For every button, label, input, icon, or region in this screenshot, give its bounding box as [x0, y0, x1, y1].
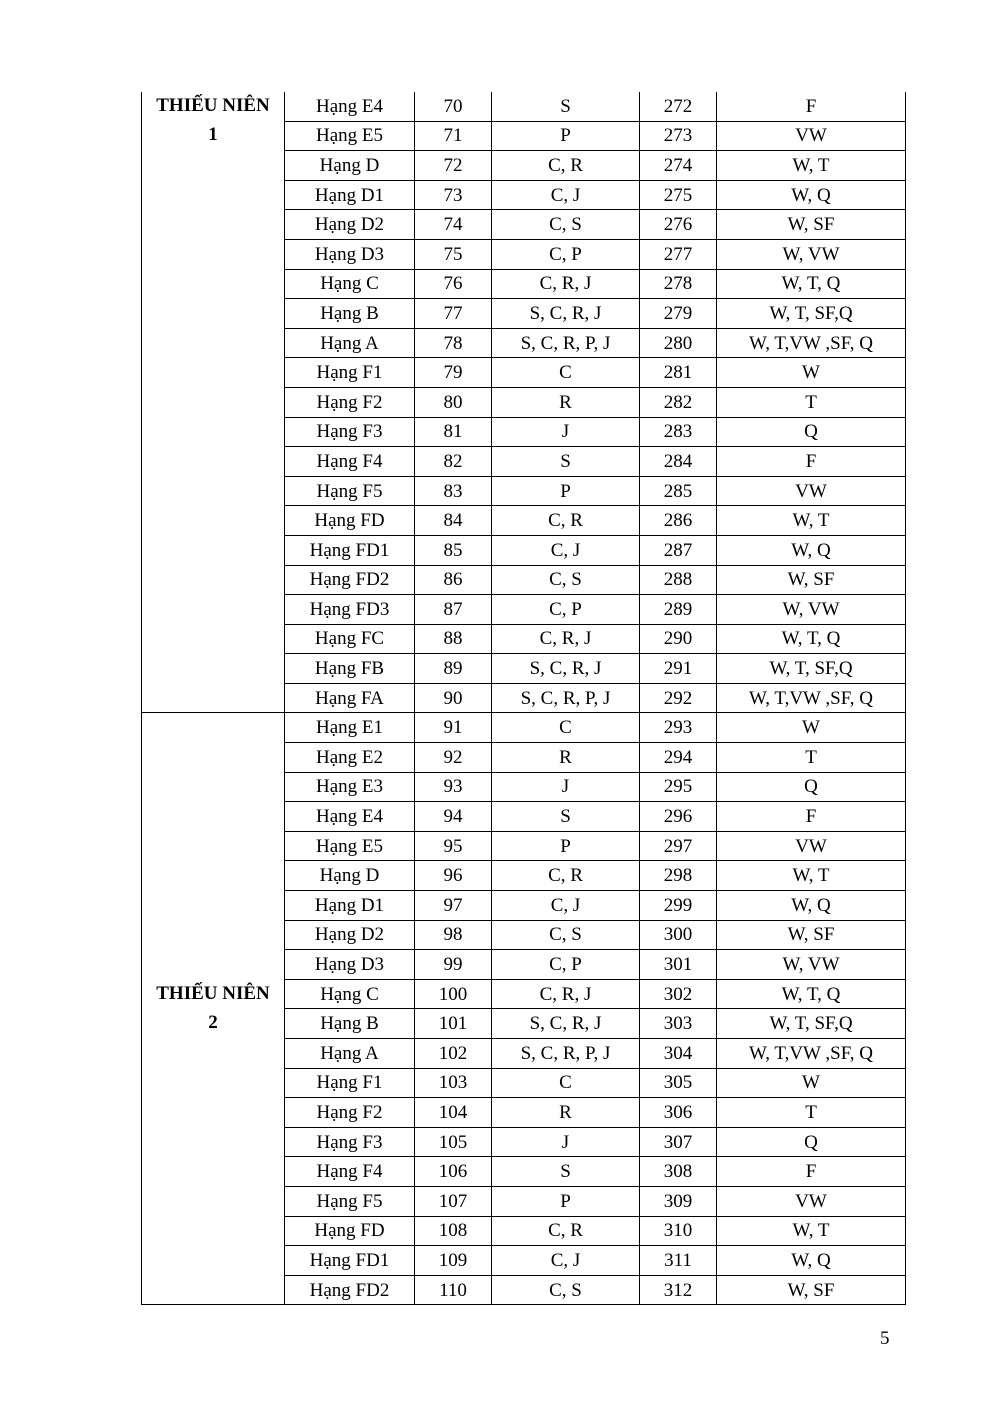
event-number-cell: 80	[415, 387, 492, 417]
class-cell: Hạng FD2	[285, 1275, 415, 1305]
event-number-cell: 82	[415, 447, 492, 477]
dances-2-cell: F	[717, 1157, 906, 1187]
dances-2-cell: W, SF	[717, 565, 906, 595]
dances-2-cell: W	[717, 713, 906, 743]
event-number-cell: 71	[415, 121, 492, 151]
event-number-cell: 78	[415, 328, 492, 358]
dances-2-cell: T	[717, 387, 906, 417]
event-number-cell: 104	[415, 1098, 492, 1128]
class-cell: Hạng E1	[285, 713, 415, 743]
dances-2-cell: W, T	[717, 861, 906, 891]
dances-2-cell: W, SF	[717, 1275, 906, 1305]
dances-2-cell: W, Q	[717, 535, 906, 565]
event-number-2-cell: 305	[640, 1068, 717, 1098]
event-number-2-cell: 273	[640, 121, 717, 151]
dances-cell: C, R	[492, 151, 640, 181]
event-number-cell: 100	[415, 979, 492, 1009]
event-number-cell: 89	[415, 654, 492, 684]
dances-2-cell: W, T	[717, 1216, 906, 1246]
event-number-2-cell: 311	[640, 1246, 717, 1276]
class-cell: Hạng E2	[285, 743, 415, 773]
event-number-2-cell: 301	[640, 950, 717, 980]
event-number-2-cell: 276	[640, 210, 717, 240]
event-number-cell: 99	[415, 950, 492, 980]
dances-cell: S	[492, 802, 640, 832]
class-cell: Hạng F5	[285, 476, 415, 506]
dances-cell: C	[492, 1068, 640, 1098]
dances-cell: P	[492, 121, 640, 151]
class-cell: Hạng B	[285, 299, 415, 329]
event-number-cell: 105	[415, 1127, 492, 1157]
class-cell: Hạng FB	[285, 654, 415, 684]
dances-cell: P	[492, 831, 640, 861]
dances-2-cell: W	[717, 358, 906, 388]
dances-2-cell: F	[717, 447, 906, 477]
event-number-cell: 96	[415, 861, 492, 891]
event-number-2-cell: 288	[640, 565, 717, 595]
dances-2-cell: W, T, Q	[717, 979, 906, 1009]
event-number-2-cell: 284	[640, 447, 717, 477]
class-cell: Hạng FD3	[285, 595, 415, 625]
event-number-2-cell: 287	[640, 535, 717, 565]
event-number-2-cell: 275	[640, 180, 717, 210]
event-number-cell: 94	[415, 802, 492, 832]
dances-2-cell: Q	[717, 772, 906, 802]
dances-cell: S	[492, 92, 640, 121]
class-cell: Hạng B	[285, 1009, 415, 1039]
page-number: 5	[880, 1328, 890, 1349]
dances-cell: P	[492, 1186, 640, 1216]
dances-cell: C, J	[492, 1246, 640, 1276]
class-cell: Hạng A	[285, 1039, 415, 1069]
event-number-2-cell: 290	[640, 624, 717, 654]
dances-2-cell: W, T,VW ,SF, Q	[717, 683, 906, 713]
age-group-label: THIẾU NIÊN	[156, 983, 270, 1005]
event-number-cell: 86	[415, 565, 492, 595]
class-cell: Hạng E4	[285, 802, 415, 832]
dances-2-cell: W, T	[717, 151, 906, 181]
dances-cell: R	[492, 387, 640, 417]
event-number-2-cell: 286	[640, 506, 717, 536]
dances-cell: S, C, R, J	[492, 1009, 640, 1039]
event-number-2-cell: 292	[640, 683, 717, 713]
event-number-2-cell: 283	[640, 417, 717, 447]
class-cell: Hạng E5	[285, 121, 415, 151]
dances-2-cell: F	[717, 802, 906, 832]
dances-2-cell: W, VW	[717, 239, 906, 269]
dances-2-cell: F	[717, 92, 906, 121]
dances-cell: R	[492, 1098, 640, 1128]
event-number-2-cell: 303	[640, 1009, 717, 1039]
class-cell: Hạng F1	[285, 358, 415, 388]
dances-2-cell: W, VW	[717, 595, 906, 625]
event-number-2-cell: 295	[640, 772, 717, 802]
event-number-2-cell: 306	[640, 1098, 717, 1128]
dances-cell: J	[492, 417, 640, 447]
dances-2-cell: W, Q	[717, 891, 906, 921]
dances-2-cell: VW	[717, 121, 906, 151]
dances-cell: C, R, J	[492, 979, 640, 1009]
class-cell: Hạng F4	[285, 1157, 415, 1187]
age-group-cell	[142, 713, 285, 1305]
dances-2-cell: W, Q	[717, 1246, 906, 1276]
dances-cell: S, C, R, J	[492, 654, 640, 684]
event-number-cell: 92	[415, 743, 492, 773]
event-number-cell: 70	[415, 92, 492, 121]
event-number-cell: 81	[415, 417, 492, 447]
dances-cell: C, S	[492, 920, 640, 950]
event-number-2-cell: 277	[640, 239, 717, 269]
dances-2-cell: VW	[717, 831, 906, 861]
dances-2-cell: W, T,VW ,SF, Q	[717, 1039, 906, 1069]
dances-cell: S, C, R, P, J	[492, 1039, 640, 1069]
event-number-cell: 97	[415, 891, 492, 921]
dances-cell: C, J	[492, 180, 640, 210]
class-cell: Hạng F2	[285, 1098, 415, 1128]
event-number-cell: 72	[415, 151, 492, 181]
event-number-2-cell: 296	[640, 802, 717, 832]
event-number-cell: 101	[415, 1009, 492, 1039]
dances-cell: C, R	[492, 506, 640, 536]
event-number-cell: 76	[415, 269, 492, 299]
events-table	[141, 92, 906, 1305]
table-row	[142, 713, 906, 743]
dances-2-cell: W, Q	[717, 180, 906, 210]
age-group-number: 1	[208, 123, 218, 145]
dances-2-cell: Q	[717, 417, 906, 447]
class-cell: Hạng F3	[285, 417, 415, 447]
event-number-2-cell: 304	[640, 1039, 717, 1069]
dances-cell: C, S	[492, 565, 640, 595]
event-number-cell: 87	[415, 595, 492, 625]
event-number-2-cell: 302	[640, 979, 717, 1009]
class-cell: Hạng D3	[285, 239, 415, 269]
dances-cell: C, J	[492, 891, 640, 921]
event-number-2-cell: 309	[640, 1186, 717, 1216]
dances-2-cell: W, T, Q	[717, 624, 906, 654]
dances-cell: C, S	[492, 210, 640, 240]
event-number-2-cell: 298	[640, 861, 717, 891]
class-cell: Hạng FD1	[285, 535, 415, 565]
dances-cell: S, C, R, P, J	[492, 683, 640, 713]
dances-cell: C, J	[492, 535, 640, 565]
table-body	[142, 92, 906, 1305]
class-cell: Hạng D1	[285, 891, 415, 921]
dances-cell: C, P	[492, 595, 640, 625]
class-cell: Hạng C	[285, 979, 415, 1009]
dances-cell: C, R, J	[492, 269, 640, 299]
class-cell: Hạng D	[285, 151, 415, 181]
dances-2-cell: W, T,VW ,SF, Q	[717, 328, 906, 358]
class-cell: Hạng FD	[285, 1216, 415, 1246]
dances-2-cell: VW	[717, 476, 906, 506]
class-cell: Hạng F3	[285, 1127, 415, 1157]
event-number-cell: 83	[415, 476, 492, 506]
class-cell: Hạng F5	[285, 1186, 415, 1216]
event-number-2-cell: 281	[640, 358, 717, 388]
event-number-cell: 91	[415, 713, 492, 743]
event-number-2-cell: 293	[640, 713, 717, 743]
age-group-cell	[142, 92, 285, 713]
class-cell: Hạng D1	[285, 180, 415, 210]
class-cell: Hạng FD1	[285, 1246, 415, 1276]
event-number-2-cell: 289	[640, 595, 717, 625]
class-cell: Hạng FC	[285, 624, 415, 654]
event-number-cell: 90	[415, 683, 492, 713]
event-number-cell: 106	[415, 1157, 492, 1187]
event-number-cell: 77	[415, 299, 492, 329]
event-number-cell: 93	[415, 772, 492, 802]
dances-2-cell: W, T, SF,Q	[717, 299, 906, 329]
event-number-cell: 107	[415, 1186, 492, 1216]
dances-cell: C, P	[492, 950, 640, 980]
class-cell: Hạng FA	[285, 683, 415, 713]
event-number-cell: 73	[415, 180, 492, 210]
dances-2-cell: W, T, Q	[717, 269, 906, 299]
event-number-cell: 95	[415, 831, 492, 861]
event-number-cell: 108	[415, 1216, 492, 1246]
event-number-2-cell: 272	[640, 92, 717, 121]
event-number-2-cell: 285	[640, 476, 717, 506]
class-cell: Hạng D3	[285, 950, 415, 980]
dances-cell: J	[492, 772, 640, 802]
event-number-2-cell: 282	[640, 387, 717, 417]
dances-cell: C, P	[492, 239, 640, 269]
class-cell: Hạng D2	[285, 920, 415, 950]
event-number-2-cell: 274	[640, 151, 717, 181]
age-group-label: THIẾU NIÊN	[156, 95, 270, 116]
class-cell: Hạng F2	[285, 387, 415, 417]
event-number-2-cell: 307	[640, 1127, 717, 1157]
dances-cell: S	[492, 447, 640, 477]
event-number-cell: 110	[415, 1275, 492, 1305]
event-number-2-cell: 291	[640, 654, 717, 684]
event-number-2-cell: 294	[640, 743, 717, 773]
class-cell: Hạng A	[285, 328, 415, 358]
dances-cell: J	[492, 1127, 640, 1157]
class-cell: Hạng FD	[285, 506, 415, 536]
event-number-cell: 98	[415, 920, 492, 950]
dances-cell: C, R	[492, 1216, 640, 1246]
event-number-cell: 102	[415, 1039, 492, 1069]
event-number-cell: 85	[415, 535, 492, 565]
class-cell: Hạng C	[285, 269, 415, 299]
event-number-2-cell: 312	[640, 1275, 717, 1305]
class-cell: Hạng E3	[285, 772, 415, 802]
dances-cell: P	[492, 476, 640, 506]
table-row	[142, 92, 906, 121]
event-number-2-cell: 310	[640, 1216, 717, 1246]
event-number-cell: 79	[415, 358, 492, 388]
event-number-cell: 109	[415, 1246, 492, 1276]
class-cell: Hạng F4	[285, 447, 415, 477]
class-cell: Hạng FD2	[285, 565, 415, 595]
event-number-2-cell: 279	[640, 299, 717, 329]
event-number-cell: 84	[415, 506, 492, 536]
event-number-cell: 74	[415, 210, 492, 240]
dances-2-cell: W, VW	[717, 950, 906, 980]
dances-cell: R	[492, 743, 640, 773]
dances-cell: C, R, J	[492, 624, 640, 654]
class-cell: Hạng E4	[285, 92, 415, 121]
dances-2-cell: W, T, SF,Q	[717, 654, 906, 684]
class-cell: Hạng E5	[285, 831, 415, 861]
dances-cell: C	[492, 713, 640, 743]
event-number-cell: 88	[415, 624, 492, 654]
dances-2-cell: W, T, SF,Q	[717, 1009, 906, 1039]
event-number-2-cell: 280	[640, 328, 717, 358]
event-number-cell: 75	[415, 239, 492, 269]
event-number-2-cell: 299	[640, 891, 717, 921]
age-group-number: 2	[208, 1011, 218, 1033]
dances-2-cell: W, SF	[717, 920, 906, 950]
dances-2-cell: W	[717, 1068, 906, 1098]
dances-cell: S, C, R, P, J	[492, 328, 640, 358]
dances-cell: S, C, R, J	[492, 299, 640, 329]
event-number-2-cell: 297	[640, 831, 717, 861]
event-number-2-cell: 278	[640, 269, 717, 299]
dances-2-cell: T	[717, 1098, 906, 1128]
dances-2-cell: VW	[717, 1186, 906, 1216]
dances-cell: S	[492, 1157, 640, 1187]
dances-2-cell: W, SF	[717, 210, 906, 240]
dances-2-cell: Q	[717, 1127, 906, 1157]
event-number-cell: 103	[415, 1068, 492, 1098]
event-number-2-cell: 308	[640, 1157, 717, 1187]
dances-cell: C, S	[492, 1275, 640, 1305]
event-number-2-cell: 300	[640, 920, 717, 950]
dances-cell: C	[492, 358, 640, 388]
class-cell: Hạng F1	[285, 1068, 415, 1098]
dances-2-cell: W, T	[717, 506, 906, 536]
dances-2-cell: T	[717, 743, 906, 773]
class-cell: Hạng D2	[285, 210, 415, 240]
dances-cell: C, R	[492, 861, 640, 891]
class-cell: Hạng D	[285, 861, 415, 891]
